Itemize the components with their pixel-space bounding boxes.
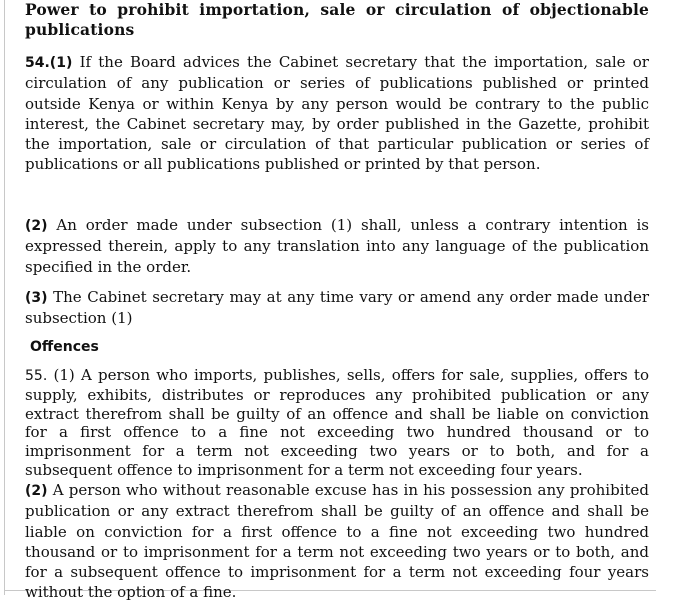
section-54-1-text: If the Board advices the Cabinet secretary that the importation, sale or circulation of any publication or series of publications published or printed outside Kenya or within Kenya by any person would be contrary to the public interest, the Cabinet secretary may, by order published in the Gazette, prohibit the importation, sale or circulation of that particular publication or series of publications or all publications published or printed by that person. (25, 53, 649, 174)
section-55-subsection-2 (25, 480, 649, 603)
section-55-subsection-1 (25, 366, 649, 480)
section-54-3-number: (3) (25, 290, 48, 306)
page-left-border (4, 0, 5, 595)
section-54-3-text: The Cabinet secretary may at any time vary or amend any order made under subsection (1) (25, 288, 649, 328)
section-54-2-text: An order made under subsection (1) shall, unless a contrary intention is expressed therein, apply to any translation into any language of the publication specified in the order. (25, 216, 649, 276)
section-55-1-text: (1) A person who imports, publishes, sells, offers for sale, supplies, offers to supply, exhibits, distributes or reproduces any prohibited publication or any extract therefrom shall be guilty of an offence and shall be liable on conviction for a first offence to a fine not exceeding two hundred thousand or to imprisonment for a term not exceeding two years or to both, and for a subsequent offence to imprisonment for a term not exceeding four years. (25, 366, 649, 479)
section-54-subsection-1 (25, 52, 649, 175)
section-54-heading (25, 0, 649, 40)
section-55-2-text: A person who without reasonable excuse has in his possession any prohibited publication or any extract therefrom shall be guilty of an offence and shall be liable on conviction for a first offence to a fine not exceeding two hundred thousand or to imprisonment for a term not exceeding two years or to both, and for a subsequent offence to imprisonment for a term not exceeding four years without the option of a fine. (25, 481, 649, 602)
section-54-subsection-2 (25, 215, 649, 277)
offences-heading: Offences (30, 339, 99, 355)
section-55-number: 55. (25, 368, 48, 384)
section-54-title: Power to prohibit importation, sale or circulation of objectionable publications (25, 0, 649, 39)
section-55-heading (25, 337, 649, 357)
section-54-1-number: 54.(1) (25, 55, 73, 71)
section-54-subsection-3 (25, 287, 649, 329)
section-54-2-number: (2) (25, 218, 48, 234)
section-55-2-number: (2) (25, 483, 48, 499)
